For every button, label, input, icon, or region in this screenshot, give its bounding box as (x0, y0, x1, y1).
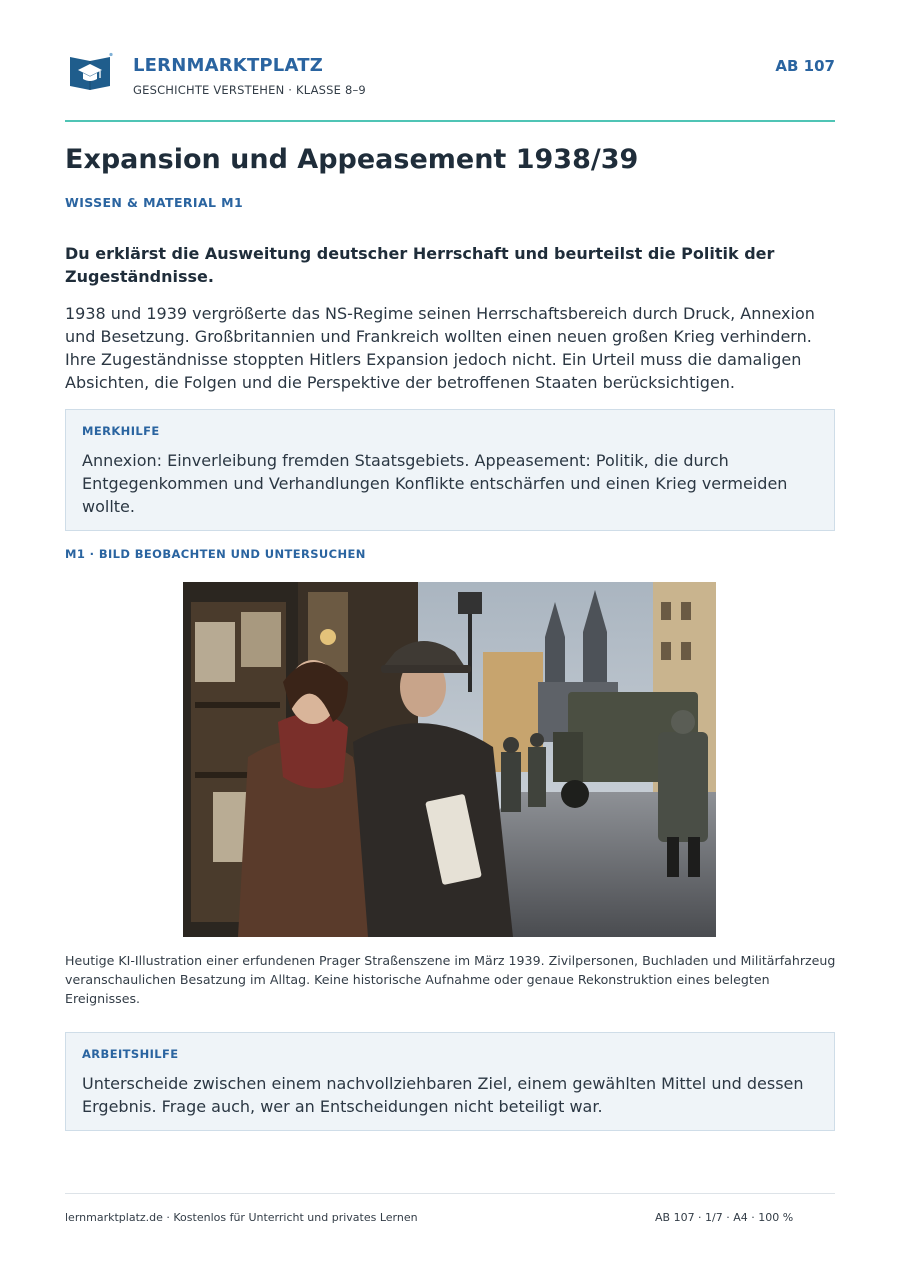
header-divider (65, 120, 835, 122)
merkhilfe-text: Annexion: Einverleibung fremden Staatsgebiets. Appeasement: Politik, die durch Entgegenkommen und Verhandlungen Konflikte entschärfen und einen Krieg vermeiden wollte. (82, 451, 788, 516)
arbeitshilfe-label: ARBEITSHILFE (82, 1047, 179, 1061)
page-header (65, 52, 835, 102)
arbeitshilfe-text: Unterscheide zwischen einem nachvollziehbaren Ziel, einem gewählten Mittel und dessen Ergebnis. Frage auch, wer an Entscheidungen nicht beteiligt war. (82, 1074, 804, 1116)
intro-paragraph: 1938 und 1939 vergrößerte das NS-Regime seinen Herrschaftsbereich durch Druck, Annexion und Besetzung. Großbritannien und Frankreich wollten einen neuen großen Krieg verhindern. Ihre Zugeständnisse stoppten Hitlers Expansion jedoch nicht. Ein Urteil muss die damaligen Absichten, die Folgen und die Perspektive der betroffenen Staaten berücksichtigen. (65, 304, 815, 392)
worksheet-id: AB 107 (775, 57, 835, 75)
footer-page-info: AB 107 · 1/7 · A4 · 100 % (655, 1211, 794, 1224)
page-title: Expansion und Appeasement 1938/39 (65, 144, 639, 175)
arbeitshilfe-box (65, 1032, 835, 1131)
footer-site-info: lernmarktplatz.de · Kostenlos für Unterricht und privates Lernen (65, 1211, 418, 1224)
graduation-cap-book-icon (67, 52, 113, 92)
figure-caption: Heutige KI-Illustration einer erfundenen Prager Straßenszene im März 1939. Zivilpersonen, Buchladen und Militärfahrzeug veranschaulichen Besatzung im Alltag. Keine historische Aufnahme oder genaue Rekonstruktion eines belegten Ereignisses. (65, 953, 836, 1006)
section-kicker: WISSEN & MATERIAL M1 (65, 195, 244, 210)
brand-tagline: GESCHICHTE VERSTEHEN · KLASSE 8–9 (133, 83, 366, 97)
learning-goal: Du erklärst die Ausweitung deutscher Herrschaft und beurteilst die Politik der Zugeständnisse. (65, 244, 775, 286)
merkhilfe-box (65, 409, 835, 531)
footer-divider (65, 1193, 835, 1194)
prague-street-illustration (183, 582, 716, 937)
material-label: M1 · BILD BEOBACHTEN UND UNTERSUCHEN (65, 547, 366, 561)
merkhilfe-label: MERKHILFE (82, 424, 160, 438)
brand-name: LERNMARKTPLATZ (133, 55, 323, 76)
